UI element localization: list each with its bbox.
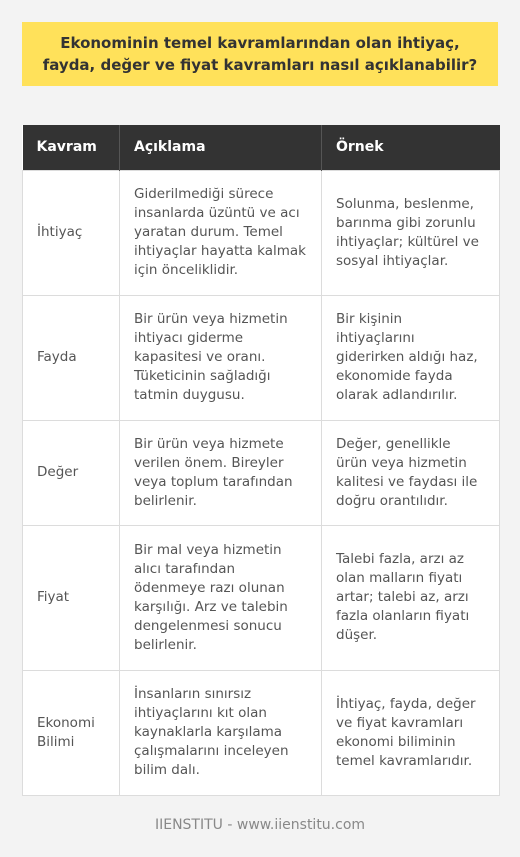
cell-description: Giderilmediği sürece insanlarda üzüntü ve acı yaratan durum. Temel ihtiyaçlar hayatta kalmak için önceliklidir. xyxy=(120,170,322,295)
table-row xyxy=(23,420,500,525)
cell-concept: Fiyat xyxy=(23,525,120,670)
table-row xyxy=(23,295,500,420)
cell-concept: Fayda xyxy=(23,295,120,420)
cell-concept: İhtiyaç xyxy=(23,170,120,295)
cell-description: Bir ürün veya hizmete verilen önem. Bireyler veya toplum tarafından belirlenir. xyxy=(120,420,322,525)
cell-example: Değer, genellikle ürün veya hizmetin kalitesi ve faydası ile doğru orantılıdır. xyxy=(322,420,500,525)
cell-description: Bir ürün veya hizmetin ihtiyacı giderme kapasitesi ve oranı. Tüketicinin sağladığı tatmin duygusu. xyxy=(120,295,322,420)
table-row xyxy=(23,170,500,295)
header-aciklama: Açıklama xyxy=(120,125,322,170)
cell-example: Talebi fazla, arzı az olan malların fiyatı artar; talebi az, arzı fazla olanların fiyatı düşer. xyxy=(322,525,500,670)
cell-concept: Ekonomi Bilimi xyxy=(23,670,120,795)
table-row xyxy=(23,525,500,670)
table-header-row xyxy=(23,125,500,170)
table-row xyxy=(23,670,500,795)
cell-example: Bir kişinin ihtiyaçlarını giderirken aldığı haz, ekonomide fayda olarak adlandırılır. xyxy=(322,295,500,420)
cell-description: Bir mal veya hizmetin alıcı tarafından ödenmeye razı olunan karşılığı. Arz ve talebin dengelenmesi sonucu belirlenir. xyxy=(120,525,322,670)
cell-description: İnsanların sınırsız ihtiyaçlarını kıt olan kaynaklarla karşılama çalışmalarını inceleyen bilim dalı. xyxy=(120,670,322,795)
header-ornek: Örnek xyxy=(336,139,384,156)
cell-example: Solunma, beslenme, barınma gibi zorunlu ihtiyaçlar; kültürel ve sosyal ihtiyaçlar. xyxy=(322,170,500,295)
cell-example: İhtiyaç, fayda, değer ve fiyat kavramları ekonomi biliminin temel kavramlarıdır. xyxy=(322,670,500,795)
title-banner xyxy=(22,22,498,86)
footer-credit: IIENSTITU - www.iienstitu.com xyxy=(154,817,366,833)
header-kavram: Kavram xyxy=(23,125,120,170)
page-title: Ekonominin temel kavramlarından olan ihtiyaç, fayda, değer ve fiyat kavramları nasıl açıklanabilir? xyxy=(42,34,478,74)
concepts-table xyxy=(22,125,500,796)
cell-concept: Değer xyxy=(23,420,120,525)
